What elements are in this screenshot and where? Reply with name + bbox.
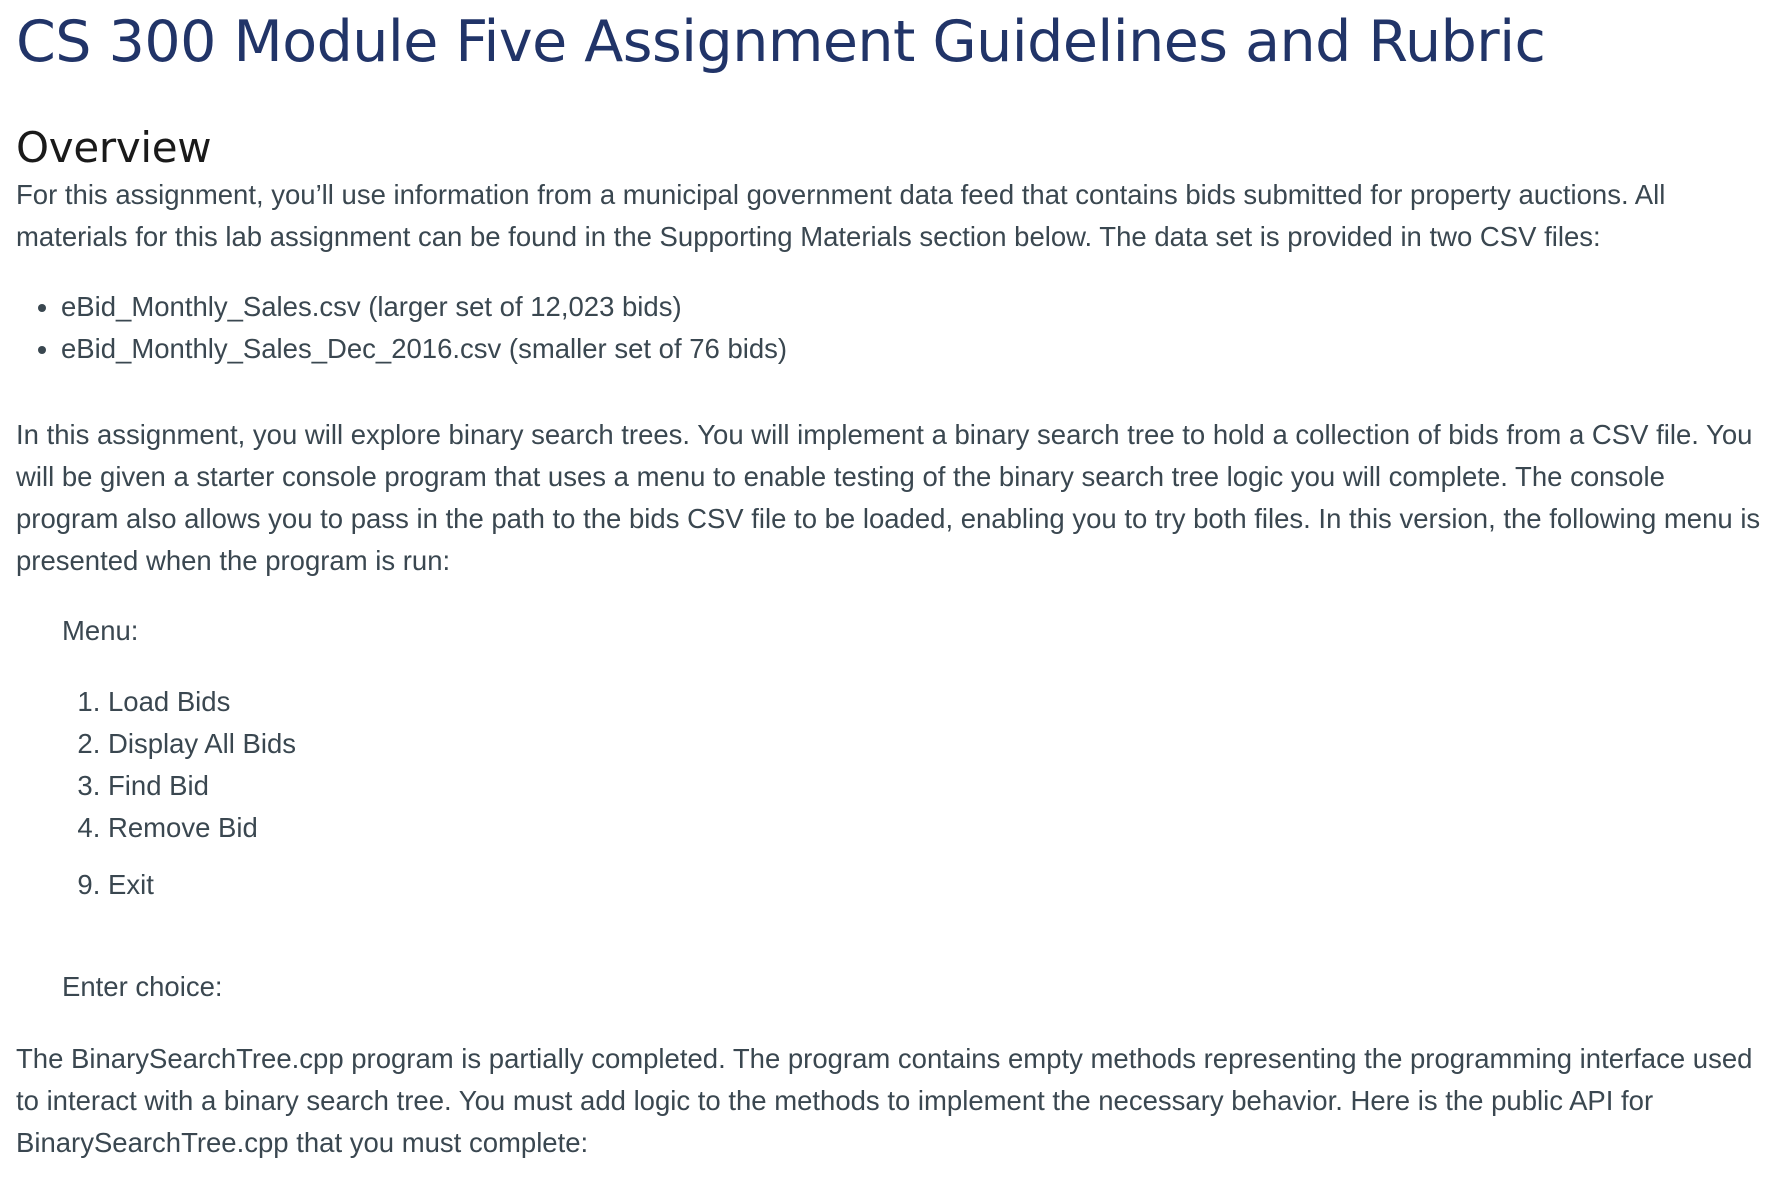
menu-option-display-all-bids: 2. Display All Bids — [108, 723, 1766, 765]
list-item: • eBid_Monthly_Sales_Dec_2016.csv (smaller set of 76 bids) — [61, 328, 1766, 370]
enter-choice-prompt: Enter choice: — [62, 971, 223, 1002]
menu-option-remove-bid: 4. Remove Bid — [108, 807, 1766, 849]
bst-description: In this assignment, you will explore binary search trees. You will implement a binary search tree to hold a collection of bids from a CSV file. You will be given a starter console program that uses a menu to enable testing of the binary search tree logic you will complete. The console program also allows you to pass in the path to the bids CSV file to be loaded, enabling you to try both files. In this version, the following menu is presented when the program is run: — [16, 419, 1761, 576]
menu-option-find-bid: 3. Find Bid — [108, 765, 1766, 807]
list-item: • eBid_Monthly_Sales.csv (larger set of 12,023 bids) — [61, 286, 1766, 328]
overview-heading: Overview — [16, 123, 212, 172]
page-title: CS 300 Module Five Assignment Guidelines and Rubric — [16, 9, 1546, 75]
menu-example — [62, 610, 1766, 1008]
menu-label: Menu: — [62, 615, 139, 646]
api-description: The BinarySearchTree.cpp program is partially completed. The program contains empty methods representing the programming interface used to interact with a binary search tree. You must add logic to the methods to implement the necessary behavior. Here is the public API for BinarySearchTree.cpp that you must complete: — [16, 1043, 1753, 1158]
menu-option-load-bids: 1. Load Bids — [108, 681, 1766, 723]
csv-file-list — [16, 286, 1766, 370]
menu-options-list — [62, 681, 1766, 906]
overview-intro: For this assignment, you’ll use information from a municipal government data feed that contains bids submitted for property auctions. All materials for this lab assignment can be found in the Supporting Materials section below. The data set is provided in two CSV files: — [16, 179, 1666, 252]
menu-option-exit: 9. Exit — [108, 864, 1766, 906]
